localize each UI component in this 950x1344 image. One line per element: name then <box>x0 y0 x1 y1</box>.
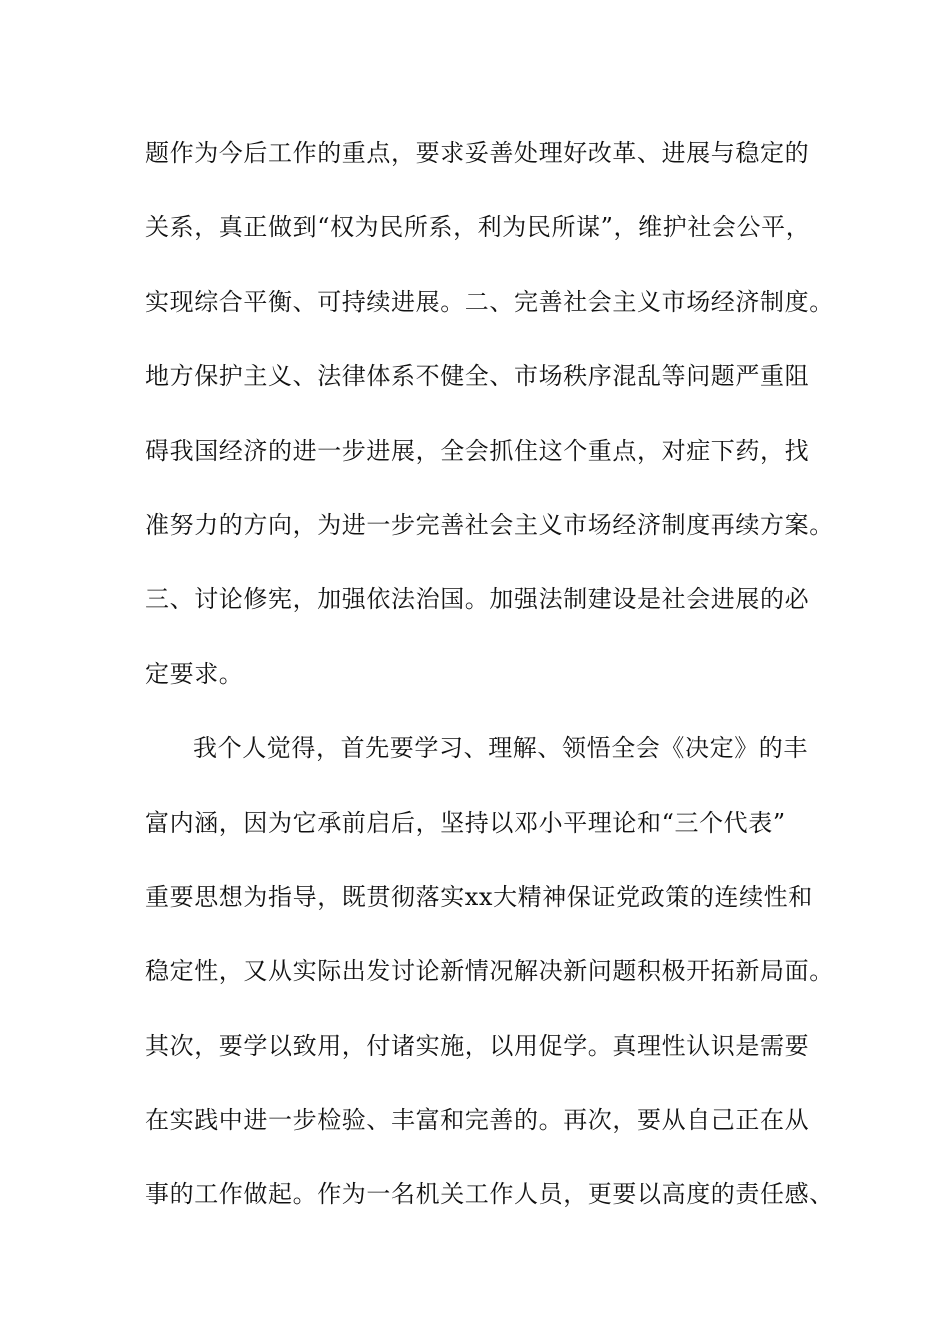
body-text <box>145 128 834 1244</box>
text-line-6: 准努力的方向，为进一步完善社会主义市场经济制度再续方案。 <box>145 510 834 539</box>
text-line-12: 稳定性，又从实际出发讨论新情况解决新问题积极开拓新局面。 <box>145 957 834 986</box>
text-line-11: 重要思想为指导，既贯彻落实xx大精神保证党政策的连续性和 <box>145 882 813 911</box>
text-line-10: 富内涵，因为它承前启后，坚持以邓小平理论和“三个代表” <box>145 808 786 837</box>
text-line-15: 事的工作做起。作为一名机关工作人员，更要以高度的责任感、 <box>145 1180 834 1209</box>
paragraph-start-line: 我个人觉得，首先要学习、理解、领悟全会《决定》的丰 <box>193 734 808 763</box>
text-line-2: 关系，真正做到“权为民所系，利为民所谋”，维护社会公平， <box>145 213 811 242</box>
text-line-1: 题作为今后工作的重点，要求妥善处理好改革、进展与稳定的 <box>145 139 810 167</box>
text-line-13: 其次，要学以致用，付诸实施，以用促学。真理性认识是需要 <box>145 1031 810 1060</box>
text-line-3: 实现综合平衡、可持续进展。二、完善社会主义市场经济制度。 <box>145 287 834 316</box>
text-line-14: 在实践中进一步检验、丰富和完善的。再次，要从自己正在从 <box>145 1106 810 1135</box>
text-line-4: 地方保护主义、法律体系不健全、市场秩序混乱等问题严重阻 <box>145 362 810 391</box>
text-line-5: 碍我国经济的进一步进展，全会抓住这个重点，对症下药，找 <box>145 436 810 465</box>
text-line-8: 定要求。 <box>145 659 244 688</box>
text-line-7: 三、讨论修宪，加强依法治国。加强法制建设是社会进展的必 <box>145 585 810 614</box>
